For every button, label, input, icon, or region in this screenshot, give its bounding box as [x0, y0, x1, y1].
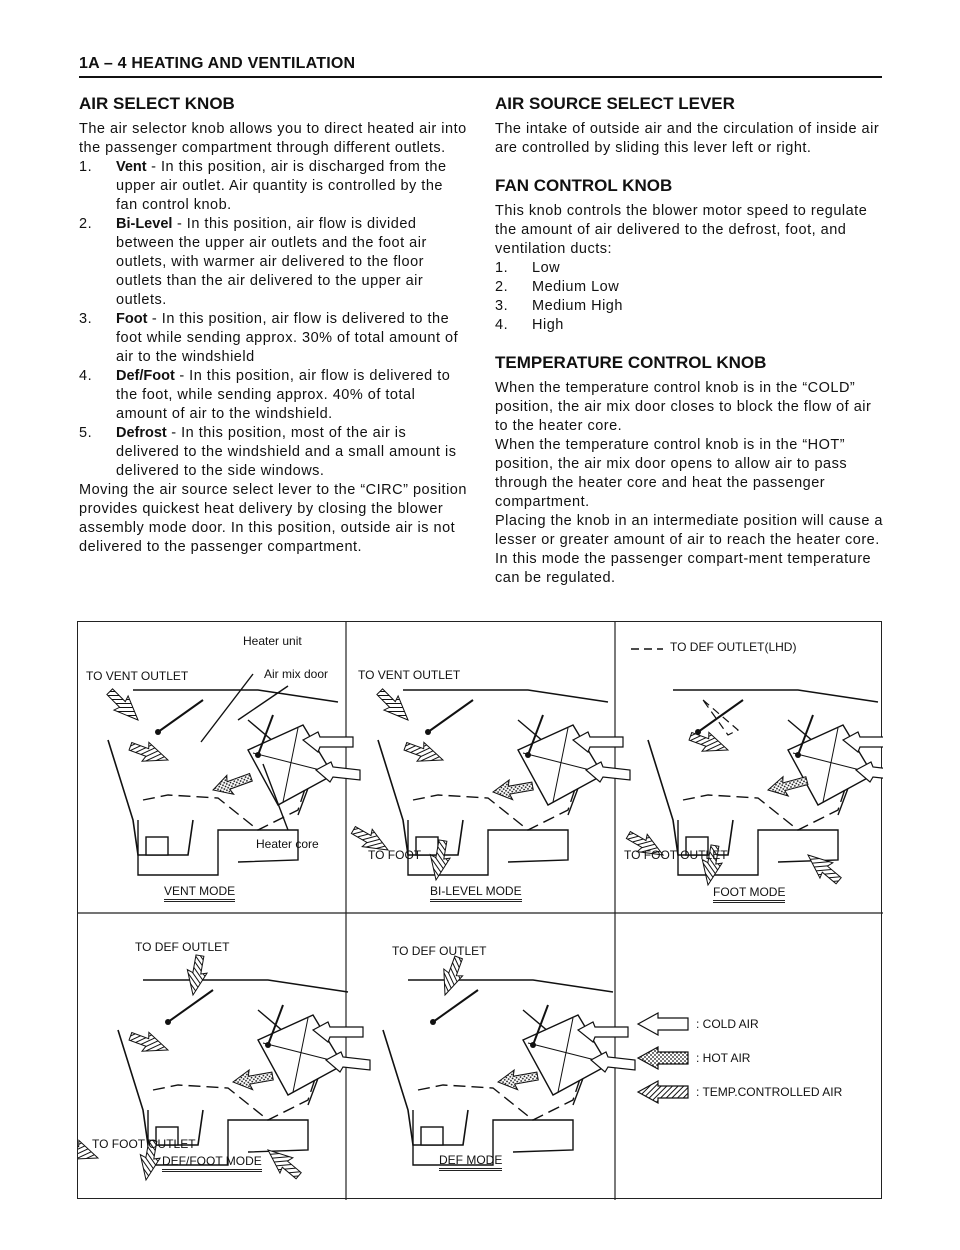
- def-to-def-outlet-label: TO DEF OUTLET: [392, 944, 487, 958]
- bilevel-to-vent-outlet-label: TO VENT OUTLET: [358, 668, 461, 682]
- list-number: 1.: [79, 159, 93, 175]
- temp-controlled-air-arrow-icon: [638, 1081, 688, 1103]
- deffoot-mode-label: DEF/FOOT MODE: [162, 1154, 262, 1172]
- list-text: High: [532, 317, 564, 333]
- foot-mode-label: FOOT MODE: [713, 885, 785, 903]
- list-number: 5.: [79, 425, 93, 441]
- list-item: [79, 158, 469, 215]
- list-text: Medium High: [532, 298, 623, 314]
- fan-control-text: This knob controls the blower motor speed to regulate the amount of air delivered to the defrost, foot, and ventilation ducts:: [495, 203, 868, 257]
- list-text: - In this position, air is discharged from the upper air outlet. Air quantity is controlled by the fan control knob.: [116, 159, 447, 213]
- list-item: [79, 424, 469, 481]
- list-item: [79, 215, 469, 310]
- list-term: Vent: [116, 159, 147, 175]
- temperature-text-hot: When the temperature control knob is in the “HOT” position, the air mix door opens to allow air to pass through the heater core and heat the passenger compartment.: [495, 437, 848, 510]
- air-select-knob-heading: AIR SELECT KNOB: [79, 94, 235, 113]
- air-select-intro: The air selector knob allows you to direct heated air into the passenger compartment through different outlets.: [79, 121, 467, 156]
- left-column: [79, 94, 469, 557]
- list-item: [79, 310, 469, 367]
- vent-to-vent-outlet-label: TO VENT OUTLET: [86, 669, 189, 683]
- list-term: Defrost: [116, 425, 167, 441]
- diagram-drawing: [78, 622, 883, 1200]
- bilevel-to-foot-label: TO FOOT: [368, 848, 422, 862]
- legend-temp-controlled-air-label: : TEMP.CONTROLLED AIR: [696, 1085, 843, 1099]
- list-text: - In this position, air flow is delivered to the foot, while sending approx. 40% of total amount of air to the windshield.: [116, 368, 451, 422]
- fan-control-heading: FAN CONTROL KNOB: [495, 176, 673, 195]
- foot-to-def-outlet-lhd-label: TO DEF OUTLET(LHD): [670, 640, 797, 654]
- foot-to-foot-outlet-label: TO FOOT OUTLET: [624, 848, 728, 862]
- legend-hot-air-label: : HOT AIR: [696, 1051, 751, 1065]
- temperature-text-cold: When the temperature control knob is in the “COLD” position, the air mix door closes to block the flow of air to the heater core.: [495, 380, 872, 434]
- air-source-text: The intake of outside air and the circulation of inside air are controlled by sliding this lever left or right.: [495, 121, 880, 156]
- list-number: 4.: [79, 368, 93, 384]
- list-text: - In this position, air flow is divided between the upper air outlets and the foot air outlets, with warmer air delivered to the floor outlets than the air delivered to the upper air outlets.: [116, 216, 427, 308]
- header-rule: [79, 76, 882, 78]
- legend-cold-air-label: : COLD AIR: [696, 1017, 759, 1031]
- air-select-outro: Moving the air source select lever to the “CIRC” position provides quickest heat delivery by closing the blower assembly mode door. In this position, outside air is not delivered to the passenger compartment.: [79, 482, 467, 555]
- deffoot-to-foot-outlet-label: TO FOOT OUTLET: [92, 1137, 196, 1151]
- list-text: - In this position, air flow is delivered to the foot while sending approx. 30% of total amount of air to the windshield: [116, 311, 459, 365]
- list-number: 1.: [495, 260, 509, 276]
- list-text: Medium Low: [532, 279, 620, 295]
- temperature-text-intermediate: Placing the knob in an intermediate position will cause a lesser or greater amount of air to reach the heater core. In this mode the passenger compart-ment temperature can be regulated.: [495, 513, 883, 586]
- airflow-mode-diagram: [77, 621, 882, 1199]
- list-item: [79, 367, 469, 424]
- list-number: 2.: [79, 216, 93, 232]
- page-header-title: 1A – 4 HEATING AND VENTILATION: [79, 55, 356, 72]
- bilevel-mode-label: BI-LEVEL MODE: [430, 884, 522, 902]
- list-item: [495, 316, 885, 335]
- list-term: Def/Foot: [116, 368, 175, 384]
- cold-air-arrow-icon: [638, 1013, 688, 1035]
- list-text: - In this position, most of the air is delivered to the windshield and a small amount is delivered to the side windows.: [116, 425, 457, 479]
- list-number: 3.: [79, 311, 93, 327]
- air-source-heading: AIR SOURCE SELECT LEVER: [495, 94, 735, 113]
- list-item: [495, 297, 885, 316]
- heater-unit-label: Heater unit: [243, 634, 302, 648]
- deffoot-to-def-outlet-label: TO DEF OUTLET: [135, 940, 230, 954]
- air-select-list: [79, 158, 469, 481]
- temperature-control-heading: TEMPERATURE CONTROL KNOB: [495, 353, 767, 372]
- list-number: 2.: [495, 279, 509, 295]
- hot-air-arrow-icon: [638, 1047, 688, 1069]
- list-text: Low: [532, 260, 561, 276]
- heater-core-label: Heater core: [256, 837, 319, 851]
- fan-speed-list: [495, 259, 885, 335]
- air-mix-door-label: Air mix door: [264, 667, 329, 681]
- list-term: Foot: [116, 311, 148, 327]
- list-item: [495, 259, 885, 278]
- list-item: [495, 278, 885, 297]
- right-column: [495, 94, 885, 588]
- list-number: 4.: [495, 317, 509, 333]
- vent-mode-label: VENT MODE: [164, 884, 235, 902]
- list-term: Bi-Level: [116, 216, 173, 232]
- list-number: 3.: [495, 298, 509, 314]
- def-mode-label: DEF MODE: [439, 1153, 502, 1171]
